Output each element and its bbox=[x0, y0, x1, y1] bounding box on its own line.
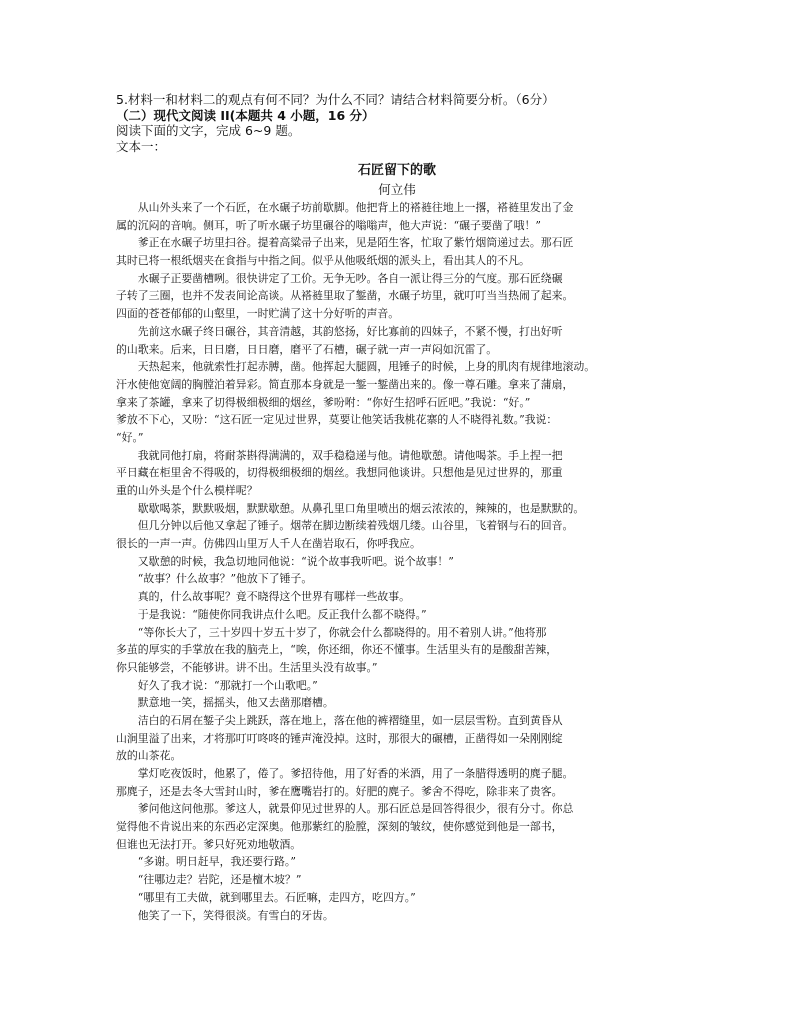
article-line: “往哪边走？岩陀，还是檀木坡？” bbox=[116, 873, 302, 887]
article-line: 于是我说：“随使你同我讲点什么吧。反正我什么都不晓得。” bbox=[116, 607, 427, 621]
article-line: 多茧的厚实的手掌放在我的脑壳上，“唉，你还细，你还不懂事。生活里头有的是酸甜苦辣， bbox=[116, 643, 558, 657]
article-line: 平日藏在柜里舍不得吸的，切得极细极细的烟丝。我想同他谈讲。只想他是见过世界的，那重 bbox=[116, 466, 563, 480]
article-line: 重的山外头是个什么模样呢？ bbox=[116, 484, 258, 497]
article-line: “哪里有工夫做，就到哪里去。石匠嘛，走四方，吃四方。” bbox=[116, 890, 416, 904]
article-line: 好久了我才说：“那就打一个山歌吧。” bbox=[116, 678, 318, 692]
section-heading: （二）现代文阅读 II(本题共 4 小题，16 分） bbox=[116, 107, 375, 123]
article-line: 汗水使他宽阔的胸膛泊着异彩。简直那本身就是一錾一錾凿出来的。像一尊石雕。拿来了蒲扇， bbox=[116, 377, 574, 391]
article-line: 你只能够尝，不能够讲。讲不出。生活里头没有故事。” bbox=[116, 660, 378, 674]
article-line: 我就同他打扇，将耐茶斟得满满的，双手稳稳递与他。请他歇憩。请他喝茶。手上捏一把 bbox=[116, 448, 563, 462]
article-line: 很长的一声一声。仿佛四山里万人千人在凿岩取石，你呼我应。 bbox=[116, 537, 421, 551]
article-line: “等你长大了，三十岁四十岁五十岁了，你就会什么都晓得的。用不着别人讲。”他将那 bbox=[116, 625, 547, 639]
article-line: 爹问他这问他那。爹这人，就景仰见过世界的人。那石匠总是回答得很少，很有分寸。你总 bbox=[116, 802, 574, 816]
article-line: 拿来了茶罐，拿来了切得极细极细的烟丝，爹吩咐：“你好生招呼石匠吧。”我说：“好。” bbox=[116, 395, 531, 409]
article-line: 爹放不下心，又吩：“这石匠一定见过世界，莫要让他笑话我桃花寨的人不晓得礼数。”我说： bbox=[116, 413, 558, 427]
article-line: 先前这水碾子终日碾谷，其音清越，其韵悠扬，好比寡前的四妹子，不紧不慢，打出好听 bbox=[116, 324, 563, 338]
article-line: “故事？什么故事？”他放下了锤子。 bbox=[116, 572, 313, 586]
article-line: 他笑了一下，笑得很淡。有雪白的牙齿。 bbox=[116, 908, 334, 922]
article-body bbox=[116, 199, 708, 924]
instruction-text: 阅读下面的文字，完成 6~9 题。 bbox=[116, 123, 301, 138]
article-line: 四面的苍苍郁郁的山壑里，一时贮满了这十分好听的声音。 bbox=[116, 307, 400, 321]
question-5: 5.材料一和材料二的观点有何不同？为什么不同？请结合材料简要分析。（6分） bbox=[116, 92, 555, 107]
article-line: 真的，什么故事呢？竟不晓得这个世界有哪样一些故事。 bbox=[116, 590, 411, 604]
article-line: 洁白的石屑在錾子尖上跳跃，落在地上，落在他的裤褶缝里，如一层层雪粉。直到黄昏从 bbox=[116, 713, 563, 727]
article-line: 但几分钟以后他又拿起了锤子。烟蒂在脚边断续着残烟几缕。山谷里，飞着钢与石的回音。 bbox=[116, 519, 574, 533]
article-line: 歇歇喝茶，默默吸烟，默默歇憩。从鼻孔里口角里喷出的烟云浓浓的，辣辣的，也是默默的。 bbox=[116, 501, 585, 515]
article-line: 的山歌来。后来，日日磨，日日磨，磨平了石槽，碾子就一声一声闷如沉雷了。 bbox=[116, 342, 498, 356]
article-line: 觉得他不肯说出来的东西必定深奥。他那紫红的脸膛，深刻的皱纹，使你感觉到他是一部书， bbox=[116, 820, 563, 834]
article-line: 掌灯吃夜饭时，他累了，倦了。爹招待他，用了好香的米酒，用了一条腊得透明的麂子腿。 bbox=[116, 767, 574, 780]
article-line: “好。” bbox=[116, 430, 144, 444]
text-label: 文本一： bbox=[116, 138, 167, 154]
article-line: 又歇憩的时候，我急切地同他说：“说个故事我听吧。说个故事！” bbox=[116, 554, 454, 568]
article-line: 爹正在水碾子坊里扫谷。提着高粱帚子出来，见是陌生客，忙取了紫竹烟筒递过去。那石匠 bbox=[116, 236, 574, 250]
article-line: 那麂子，还是去冬大雪封山时，爹在鹰嘴岩打的。好肥的麂子。爹舍不得吃，除非来了贵客。 bbox=[116, 784, 563, 798]
article-line: 天热起来，他就索性打起赤膊，凿。他挥起大腿圆，甩锤子的时候，上身的肌肉有规律地滚动。 bbox=[116, 360, 596, 374]
article-line: 水碾子正要凿槽咧。很快讲定了工价。无争无吵。各自一派让得三分的气度。那石匠绕碾 bbox=[116, 271, 563, 285]
article-line: “多谢。明日赶早，我还要行路。” bbox=[116, 855, 296, 869]
article-line: 山涧里溢了出来，才将那叮叮咚咚的锤声淹没掉。这时，那很大的碾槽，正凿得如一朵刚刚绽 bbox=[116, 731, 563, 745]
article-author: 何立伟 bbox=[378, 182, 416, 197]
article-line: 放的山茶花。 bbox=[116, 749, 182, 763]
article-line: 默意地一笑，摇摇头，他又去凿那磨槽。 bbox=[116, 696, 334, 710]
article-line: 但谁也无法打开。爹只好死劝地敬酒。 bbox=[116, 837, 302, 851]
article-line: 从山外头来了一个石匠，在水碾子坊前歇脚。他把背上的褡裢往地上一撂，褡裢里发出了金 bbox=[116, 201, 574, 214]
article-line: 属的沉闷的音响。侧耳，听了听水碾子坊里碾谷的嗡嗡声，他大声说：“碾子要凿了哦！” bbox=[116, 218, 541, 232]
article-title: 石匠留下的歌 bbox=[357, 163, 436, 178]
article-line: 子转了三圈，也并不发表间论高谈。从褡裢里取了錾凿，水碾子坊里，就叮叮当当热闹了起来。 bbox=[116, 289, 574, 303]
question-header bbox=[116, 92, 716, 154]
article-line: 其时已将一根纸烟夹在食指与中指之间。似乎从他吸纸烟的派头上，看出其人的不凡。 bbox=[116, 254, 530, 268]
